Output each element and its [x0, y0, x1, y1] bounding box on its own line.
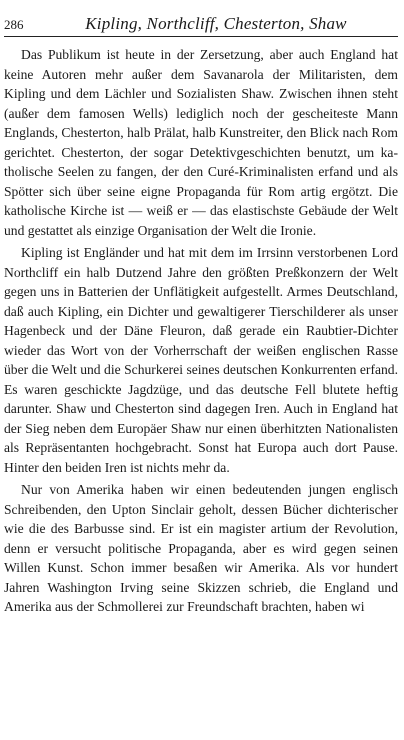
body-text — [4, 45, 398, 617]
running-head — [4, 14, 398, 37]
running-title: Kipling, Northcliff, Chesterton, Shaw — [85, 14, 347, 33]
paragraph-1: Das Publikum ist heute in der Zersetzung, aber auch England hat keine Autoren mehr außer dem Savanarola der Militaristen, dem Kipling und dem Lächler und Sozialisten Shaw. Zwischen ihnen steht (außer dem famosen Wells) lediglich noch der gescheiteste Mann Englands, Chesterton, halb Prälat, halb Kunstreiter, den Blick nach Rom gerichtet. Chesterton, der sogar Detektivgeschichten benutzt, um katholische Seelen zu fangen, der den Curé-Kriminalisten erfand und als Spötter sich über seine eigne Propaganda für Rom artig ergötzt. Die katholische Kirche ist — weiß er — das elastischste Gebäude der Welt und gestattet als einzige Organisation der Welt die Ironie. — [4, 47, 398, 238]
page-number: 286 — [4, 17, 24, 32]
paragraph-2: Kipling ist Engländer und hat mit dem im Irrsinn verstorbenen Lord Northcliff ein halb Dutzend Jahre den größten Preßkonzern der Welt gegen uns in Batterien der Unflätigkeit aufgestellt. Armes Deutschland, daß auch Kipling, ein Dichter und gewaltigerer Tierschilderer als unser Hagenbeck und der Däne Fleuron, daß gerade ein Raubtier-Dichter wieder das Wort von der Vorherrschaft der weißen englischen Rasse über die Welt und die Schurkerei seines deutschen Konkurrenten erfand. Es waren geschickte Jagdzüge, und das deutsche Fell blutete heftig darunter. Shaw und Chesterton sind dagegen Iren. Auch in England hat der Sieg neben dem Europäer Shaw nur einen überhitzten Nationalisten als Repräsentanten hochgebracht. Sonst hat Europa auch dort Pause. Hinter den beiden Iren ist nichts mehr da. — [4, 245, 398, 475]
paragraph-3: Nur von Amerika haben wir einen bedeutenden jungen englisch Schreibenden, den Upton Sinclair geholt, dessen Bücher dichterischer wie die des Barbusse sind. Er ist ein magister artium der Revolution, denn er versucht politische Propaganda, aber es wird gegen seinen Willen Kunst. Schon immer besaßen wir Amerika. Als vor hundert Jahren Washington Irving seine Skizzen schrieb, die England und Amerika aus der Schmollerei zur Freundschaft brachten, haben wi — [4, 482, 398, 614]
